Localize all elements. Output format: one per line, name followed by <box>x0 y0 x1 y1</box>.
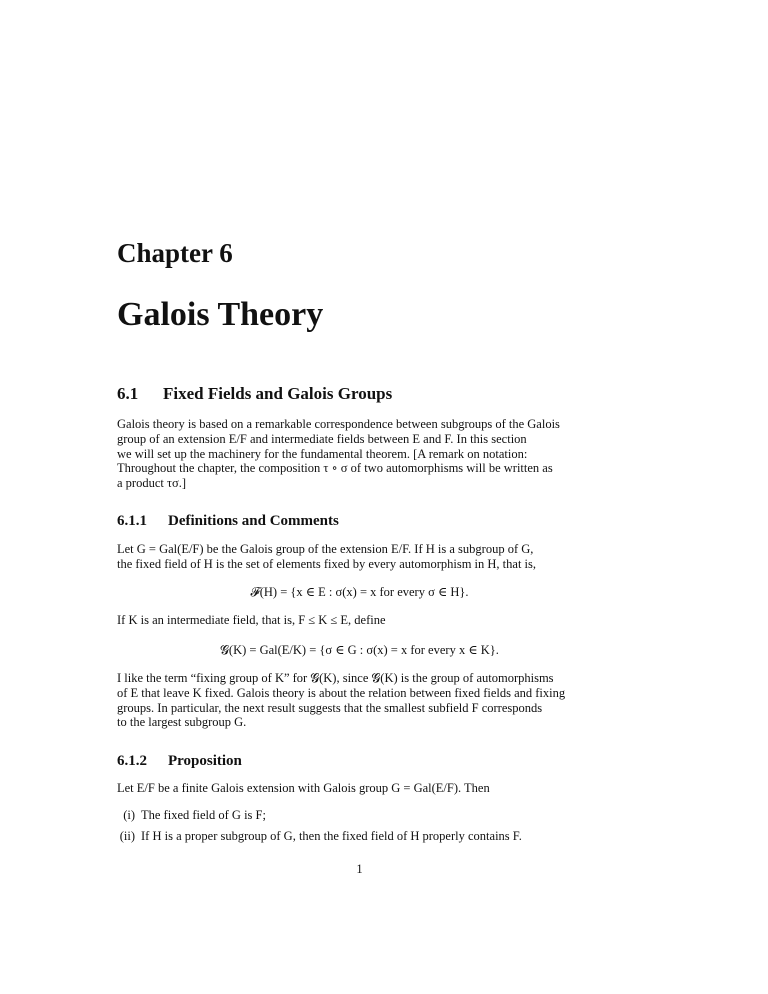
page-number: 1 <box>356 862 363 876</box>
fixed-field-equation: 𝓕(H) = {x ∈ E : σ(x) = x for every σ ∈ H}. <box>250 585 469 599</box>
fixing-group-paragraph <box>117 671 602 730</box>
chapter-label: Chapter 6 <box>117 238 233 268</box>
subsection-title: Definitions and Comments <box>168 513 339 529</box>
list-marker: (ii) <box>119 829 135 843</box>
section-title: Fixed Fields and Galois Groups <box>163 384 393 403</box>
list-item-text: The fixed field of G is F; <box>141 808 266 822</box>
text-line: of E that leave K fixed. Galois theory is about the relation between fixed fields and fixing <box>117 685 566 700</box>
list-item <box>109 808 594 823</box>
text-line: group of an extension E/F and intermediate fields between E and F. In this section <box>117 431 527 446</box>
fixing-group-equation: 𝓖(K) = Gal(E/K) = {σ ∈ G : σ(x) = x for every x ∈ K}. <box>220 643 499 657</box>
text-line: Let E/F be a finite Galois extension with Galois group G = Gal(E/F). Then <box>117 781 490 795</box>
text-line: groups. In particular, the next result suggests that the smallest subfield F corresponds <box>117 700 543 715</box>
subsection-heading-definitions <box>117 513 339 530</box>
chapter-title: Galois Theory <box>117 296 324 333</box>
text-line: Throughout the chapter, the composition τ ∘ σ of two automorphisms will be written as <box>117 461 553 476</box>
list-marker: (i) <box>123 808 135 822</box>
text-line: the fixed field of H is the set of elements fixed by every automorphism in H, that is, <box>117 556 537 571</box>
section-intro-paragraph <box>117 417 602 491</box>
section-number: 6.1 <box>117 384 139 403</box>
text-line: Let G = Gal(E/F) be the Galois group of the extension E/F. If H is a subgroup of G, <box>117 542 534 556</box>
text-line: Galois theory is based on a remarkable correspondence between subgroups of the Galois <box>117 417 560 431</box>
section-heading <box>117 384 392 404</box>
text-line: a product τσ.] <box>117 476 187 491</box>
list-item-text: If H is a proper subgroup of G, then the fixed field of H properly contains F. <box>141 829 522 843</box>
text-line: to the largest subgroup G. <box>117 715 247 730</box>
text-line: we will set up the machinery for the fundamental theorem. [A remark on notation: <box>117 446 528 461</box>
subsection-number: 6.1.2 <box>117 753 147 769</box>
subsection-title: Proposition <box>168 753 242 769</box>
intermediate-field-paragraph <box>117 613 602 628</box>
proposition-paragraph <box>117 781 602 796</box>
subsection-number: 6.1.1 <box>117 513 147 529</box>
text-line: I like the term “fixing group of K” for 𝓖(K), since 𝓖(K) is the group of automorphisms <box>117 671 554 685</box>
definition-paragraph <box>117 542 602 572</box>
text-line: If K is an intermediate field, that is, F ≤ K ≤ E, define <box>117 613 386 627</box>
subsection-heading-proposition <box>117 753 242 770</box>
list-item <box>109 829 594 844</box>
